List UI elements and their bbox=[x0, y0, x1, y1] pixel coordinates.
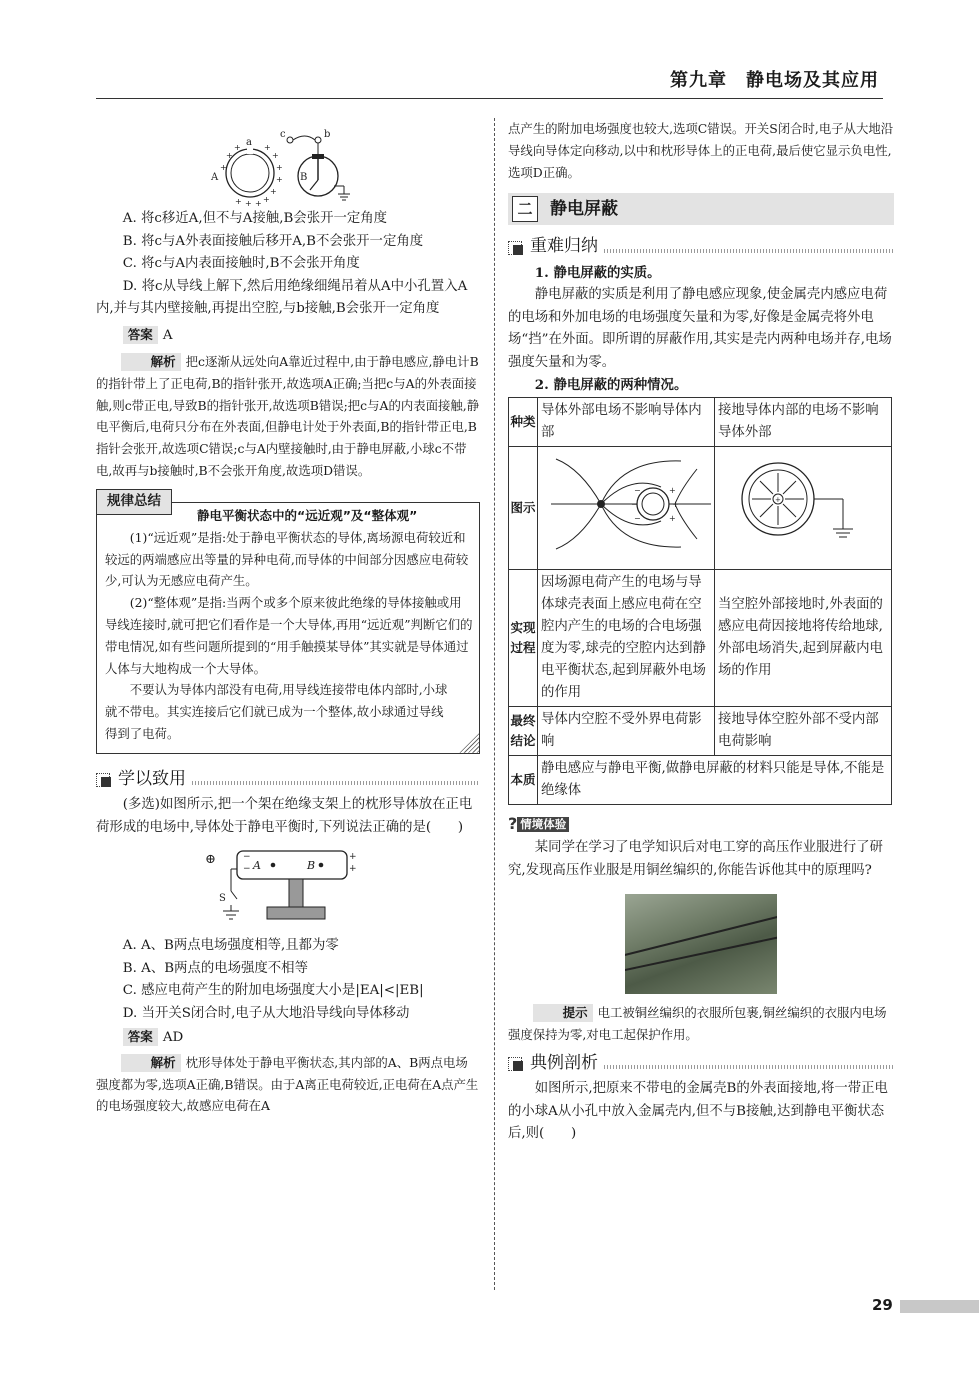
example-title: 典例剖析 bbox=[530, 1052, 598, 1073]
row-header: 本质 bbox=[509, 755, 538, 804]
svg-text:−: − bbox=[631, 499, 638, 509]
apply-title: 学以致用 bbox=[118, 768, 186, 789]
analysis-2-text: 枕形导体处于静电平衡状态,其内部的A、B两点电场强度都为零,选项A正确,B错误。由于A离正电荷较近,正电荷在A点产生的电场强度较大,故感应电荷在A bbox=[96, 1054, 479, 1114]
svg-text:−: − bbox=[634, 485, 641, 495]
option-2c: C. 感应电荷产生的附加电场强度大小是|EA|<|EB| bbox=[122, 983, 424, 999]
option-1d: D. 将c从导线上解下,然后用绝缘细绳吊着从A中小孔置入A内,并与其内壁接触,再提出空腔,与b接触,B会张开一定角度 bbox=[96, 278, 468, 316]
example-text: 如图所示,把原来不带电的金属壳B的外表面接地,将一带正电的小球A从小孔中放入金属壳内,但不与B接触,达到静电平衡状态后,则( ) bbox=[508, 1081, 888, 1142]
svg-text:+: + bbox=[669, 485, 676, 495]
row-header: 最终结论 bbox=[509, 706, 538, 755]
analysis-2-continued: 点产生的附加电场强度也较大,选项C错误。开关S闭合时,电子从大地沿导线向导体定向移动,以中和枕形导体上的正电荷,最后使它显示负电性,选项D正确。 bbox=[508, 121, 894, 180]
left-column bbox=[96, 118, 480, 1117]
option-1b: B. 将c与A外表面接触后移开A,B不会张开一定角度 bbox=[122, 233, 424, 249]
scene-label: 情境体验 bbox=[517, 817, 569, 832]
analysis-tag: 解析 bbox=[121, 1054, 181, 1072]
figure-conductor-electroscope bbox=[208, 118, 368, 208]
external-field-diagram bbox=[541, 449, 711, 559]
footer-bar bbox=[900, 1300, 979, 1313]
heading-rule bbox=[604, 249, 894, 253]
analysis-1-text: 把c逐渐从远处向A靠近过程中,由于静电感应,静电计B的指针带上了正电荷,B的指针张开,故选项A正确;当把c与A的外表面接触,则c带正电,导致B的指针张开,故选项B错误;把c与A的内表面接触,静电平衡后,电荷只分布在外表面,但静电计处于外表面,B的指针带正电,B指针会张开,故选项C错误;c与A内壁接触时,由于静电屏蔽,小球c不带电,故再与b接触时,B不会张开角度,故选项D错误。 bbox=[96, 354, 480, 478]
analysis-2 bbox=[96, 1052, 480, 1117]
svg-text:+: + bbox=[349, 852, 357, 863]
label-point-A: A bbox=[253, 859, 261, 873]
answer-2-value: AD bbox=[162, 1030, 184, 1046]
question-mark-icon: ? bbox=[508, 813, 518, 833]
svg-text:−: − bbox=[243, 864, 251, 875]
page-header bbox=[96, 60, 883, 99]
scene-text: 某同学在学习了电学知识后对电工穿的高压作业服进行了研究,发现高压作业服是用铜丝编织的,你能告诉他其中的原理吗? bbox=[508, 840, 883, 878]
label-a: a bbox=[246, 137, 252, 148]
hint-tag: 提示 bbox=[533, 1004, 593, 1022]
example-heading bbox=[508, 1052, 894, 1075]
key-points-title: 重难归纳 bbox=[530, 236, 598, 257]
diagram-cell-external bbox=[538, 446, 715, 569]
figure-pillow-conductor bbox=[203, 847, 373, 935]
section-icon bbox=[508, 239, 526, 255]
figure-1-svg bbox=[208, 118, 368, 208]
answer-1-value: A bbox=[162, 327, 173, 343]
label-A: A bbox=[211, 172, 219, 183]
option-2d: D. 当开关S闭合时,电子从大地沿导线向导体移动 bbox=[122, 1005, 410, 1021]
analysis-1 bbox=[96, 351, 480, 482]
table-cell: 导体外部电场不影响导体内部 bbox=[538, 397, 715, 446]
question-2: (多选)如图所示,把一个架在绝缘支架上的枕形导体放在正电荷形成的电场中,导体处于静电平衡时,下列说法正确的是( ) bbox=[96, 797, 473, 835]
analysis-tag: 解析 bbox=[121, 353, 181, 371]
label-b: b bbox=[324, 129, 331, 140]
rule-para-3: 不要认为导体内部没有电荷,用导线连接带电体内部时,小球就不带电。其实连接后它们就已成为一个整体,故小球通过导线得到了电荷。 bbox=[105, 682, 448, 741]
table-cell: 接地导体内部的电场不影响导体外部 bbox=[715, 397, 892, 446]
page-number: 29 bbox=[872, 1296, 893, 1314]
svg-text:+: + bbox=[226, 151, 233, 160]
section-2-heading bbox=[508, 193, 894, 225]
point-2-title: 2. 静电屏蔽的两种情况。 bbox=[534, 377, 688, 394]
option-1a: A. 将c移近A,但不与A接触,B会张开一定角度 bbox=[122, 211, 388, 226]
hint bbox=[508, 1002, 894, 1046]
section-icon bbox=[508, 1055, 526, 1071]
answer-tag: 答案 bbox=[123, 1028, 158, 1046]
section-icon bbox=[96, 771, 114, 787]
table-row bbox=[509, 569, 892, 706]
heading-rule bbox=[192, 781, 480, 785]
section-title: 静电屏蔽 bbox=[550, 199, 618, 220]
svg-text:+: + bbox=[245, 199, 252, 208]
figure-2-svg bbox=[203, 847, 373, 935]
label-B: B bbox=[300, 172, 308, 183]
svg-text:+: + bbox=[669, 513, 676, 523]
row-header: 种类 bbox=[509, 397, 538, 446]
table-cell: 当空腔外部接地时,外表面的感应电荷因接地将传给地球,外部电场消失,起到屏蔽内电场的作用 bbox=[715, 569, 892, 706]
heading-rule bbox=[604, 1065, 894, 1069]
option-2a: A. A、B两点电场强度相等,且都为零 bbox=[122, 938, 339, 954]
rule-summary-title: 静电平衡状态中的“远近观”及“整体观” bbox=[197, 507, 418, 523]
right-column bbox=[508, 118, 894, 1146]
rule-para-2: (2)“整体观”是指:当两个或多个原来彼此绝缘的导体接触或用导线连接时,就可把它们看作是一个大导体,再用“远近观”判断它们的带电情况,如有些问题所提到的“用手触摸某导体”其实就是导体通过人体与大地构成一个大导体。 bbox=[105, 595, 473, 676]
option-2b: B. A、B两点的电场强度不相等 bbox=[122, 960, 308, 976]
table-row bbox=[509, 706, 892, 755]
point-1-title: 1. 静电屏蔽的实质。 bbox=[534, 264, 661, 281]
svg-text:−: − bbox=[634, 513, 641, 523]
svg-text:+: + bbox=[276, 163, 283, 172]
grounded-shell-diagram bbox=[718, 449, 888, 559]
column-divider bbox=[494, 118, 495, 1290]
diagram-cell-grounded bbox=[715, 446, 892, 569]
corner-decoration bbox=[457, 731, 479, 753]
answer-1 bbox=[96, 325, 480, 348]
svg-text:+: + bbox=[272, 151, 279, 160]
option-1c: C. 将c与A内表面接触时,B不会张开角度 bbox=[122, 256, 360, 271]
svg-text:+: + bbox=[276, 175, 283, 184]
rule-summary-box bbox=[96, 492, 480, 754]
svg-text:+: + bbox=[270, 187, 277, 196]
hint-text: 电工被铜丝编织的衣服所包裹,铜丝编织的衣服内电场强度保持为零,对电工起保护作用。 bbox=[508, 1005, 887, 1043]
apply-heading bbox=[96, 768, 480, 791]
chapter-title: 第九章 静电场及其应用 bbox=[670, 70, 879, 91]
answer-tag: 答案 bbox=[123, 326, 158, 344]
answer-2 bbox=[96, 1027, 480, 1050]
section-number: 二 bbox=[512, 196, 538, 222]
table-cell: 接地导体空腔外部不受内部电荷影响 bbox=[715, 706, 892, 755]
svg-text:+: + bbox=[264, 143, 271, 152]
table-row bbox=[509, 446, 892, 569]
table-cell: 导体内空腔不受外界电荷影响 bbox=[538, 706, 715, 755]
label-c: c bbox=[280, 129, 286, 140]
key-points-heading bbox=[508, 235, 894, 258]
shielding-table bbox=[508, 397, 892, 805]
svg-text:+: + bbox=[220, 163, 227, 172]
table-row bbox=[509, 755, 892, 804]
table-cell: 因场源电荷产生的电场与导体球壳表面上感应电荷在空腔内产生的电场的合电场强度为零,球壳的空腔内达到静电平衡状态,起到屏蔽外电场的作用 bbox=[538, 569, 715, 706]
svg-text:+: + bbox=[775, 495, 781, 504]
svg-text:+: + bbox=[234, 143, 241, 152]
svg-text:+: + bbox=[349, 864, 357, 875]
row-header: 实现过程 bbox=[509, 569, 538, 706]
svg-text:+: + bbox=[255, 199, 262, 208]
high-voltage-worker-photo bbox=[625, 894, 777, 994]
svg-text:−: − bbox=[243, 852, 251, 863]
svg-text:+: + bbox=[672, 499, 679, 509]
scene-heading bbox=[508, 813, 569, 836]
point-1-text: 静电屏蔽的实质是利用了静电感应现象,使金属壳内感应电荷的电场和外加电场的电场强度矢量和为零,好像是金属壳将外电场“挡”在外面。即所谓的屏蔽作用,其实是壳内两种电场并存,电场强度矢量和为零。 bbox=[508, 287, 892, 370]
svg-text:+: + bbox=[235, 197, 242, 206]
rule-para-1: (1)“远近观”是指:处于静电平衡状态的导体,离场源电荷较近和较远的两端感应出等量的异种电荷,而导体的中间部分因感应电荷较少,可认为无感应电荷产生。 bbox=[105, 529, 469, 589]
svg-text:+: + bbox=[263, 195, 270, 204]
label-plus-charge: ⊕ bbox=[205, 852, 216, 868]
table-cell: 静电感应与静电平衡,做静电屏蔽的材料只能是导体,不能是绝缘体 bbox=[538, 755, 892, 804]
row-header: 图示 bbox=[509, 446, 538, 569]
label-switch-S: S bbox=[219, 893, 226, 905]
rule-summary-tab: 规律总结 bbox=[96, 489, 172, 515]
label-point-B: B bbox=[307, 859, 316, 873]
table-row bbox=[509, 397, 892, 446]
